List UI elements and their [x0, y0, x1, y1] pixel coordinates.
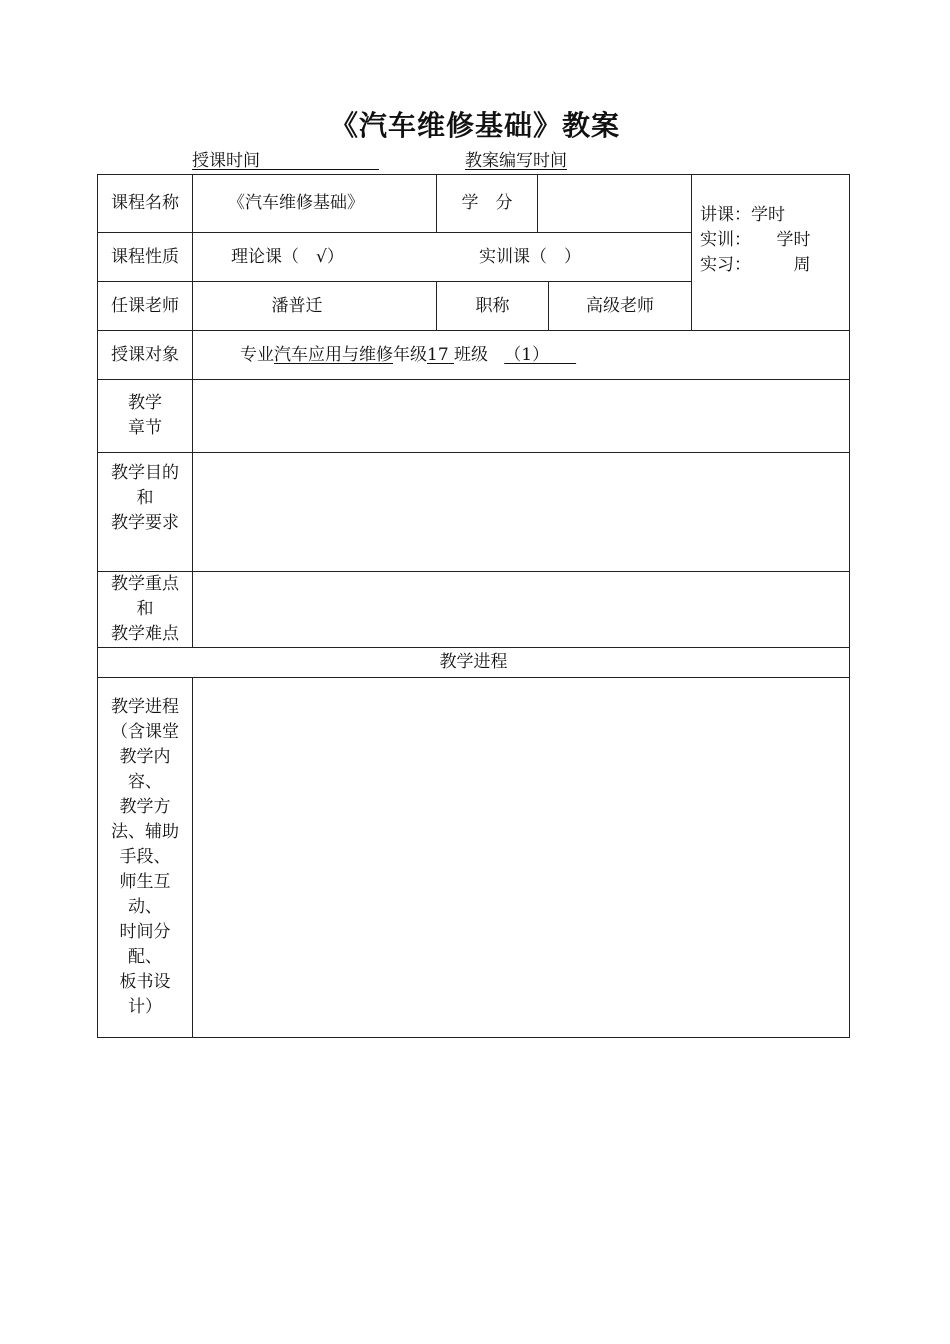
hours-block: [700, 203, 811, 278]
practice-hours: 实训： 学时: [700, 230, 811, 250]
audience-prefix: 专业: [240, 344, 274, 365]
practice-option[interactable]: 实训课（ ）: [479, 246, 581, 267]
prep-time-label: 教案编写时间: [465, 151, 567, 171]
teacher-value[interactable]: 潘普迁: [271, 295, 323, 316]
process-content-field[interactable]: [193, 678, 849, 1037]
audience-grade-label: 年级: [393, 344, 427, 365]
teacher-label: 任课老师: [111, 295, 179, 316]
document-title: 《汽车维修基础》教案: [329, 109, 620, 142]
keypoint-content-field[interactable]: [193, 572, 849, 647]
chapter-content-field[interactable]: [193, 380, 849, 452]
rank-label: 职称: [475, 295, 510, 316]
credit-value-field[interactable]: [538, 175, 691, 232]
audience-class-label: 班级: [454, 344, 489, 365]
prep-time-field[interactable]: [465, 150, 567, 172]
course-type-label: 课程性质: [111, 246, 179, 267]
course-name-label: 课程名称: [111, 193, 179, 213]
theory-option[interactable]: 理论课（ √）: [231, 246, 344, 267]
audience-grade: 17: [427, 344, 449, 365]
audience-label: 授课对象: [111, 344, 179, 365]
credit-label: 学 分: [461, 193, 513, 213]
objective-content-field[interactable]: [193, 453, 849, 571]
objective-label: 教学目的 和 教学要求: [111, 463, 179, 533]
teach-time-label: 授课时间: [192, 151, 260, 171]
lecture-hours: 讲课：学时: [700, 205, 785, 225]
chapter-label: 教学 章节: [128, 393, 162, 438]
process-header: 教学进程: [439, 652, 508, 672]
process-label: 教学进程 （含课堂 教学内 容、 教学方 法、辅助 手段、 师生互 动、 时间分 配、 板书设 计）: [111, 697, 179, 1017]
teach-time-field[interactable]: [192, 150, 395, 172]
audience-class-no: （1）: [504, 344, 550, 365]
rank-value[interactable]: 高级老师: [586, 295, 654, 316]
keypoint-label: 教学重点 和 教学难点: [111, 574, 179, 644]
audience-major: 汽车应用与维修: [274, 344, 393, 365]
audience-value[interactable]: [240, 331, 740, 379]
course-name-value[interactable]: 《汽车维修基础》: [228, 193, 364, 213]
internship-weeks: 实习： 周: [700, 255, 811, 275]
